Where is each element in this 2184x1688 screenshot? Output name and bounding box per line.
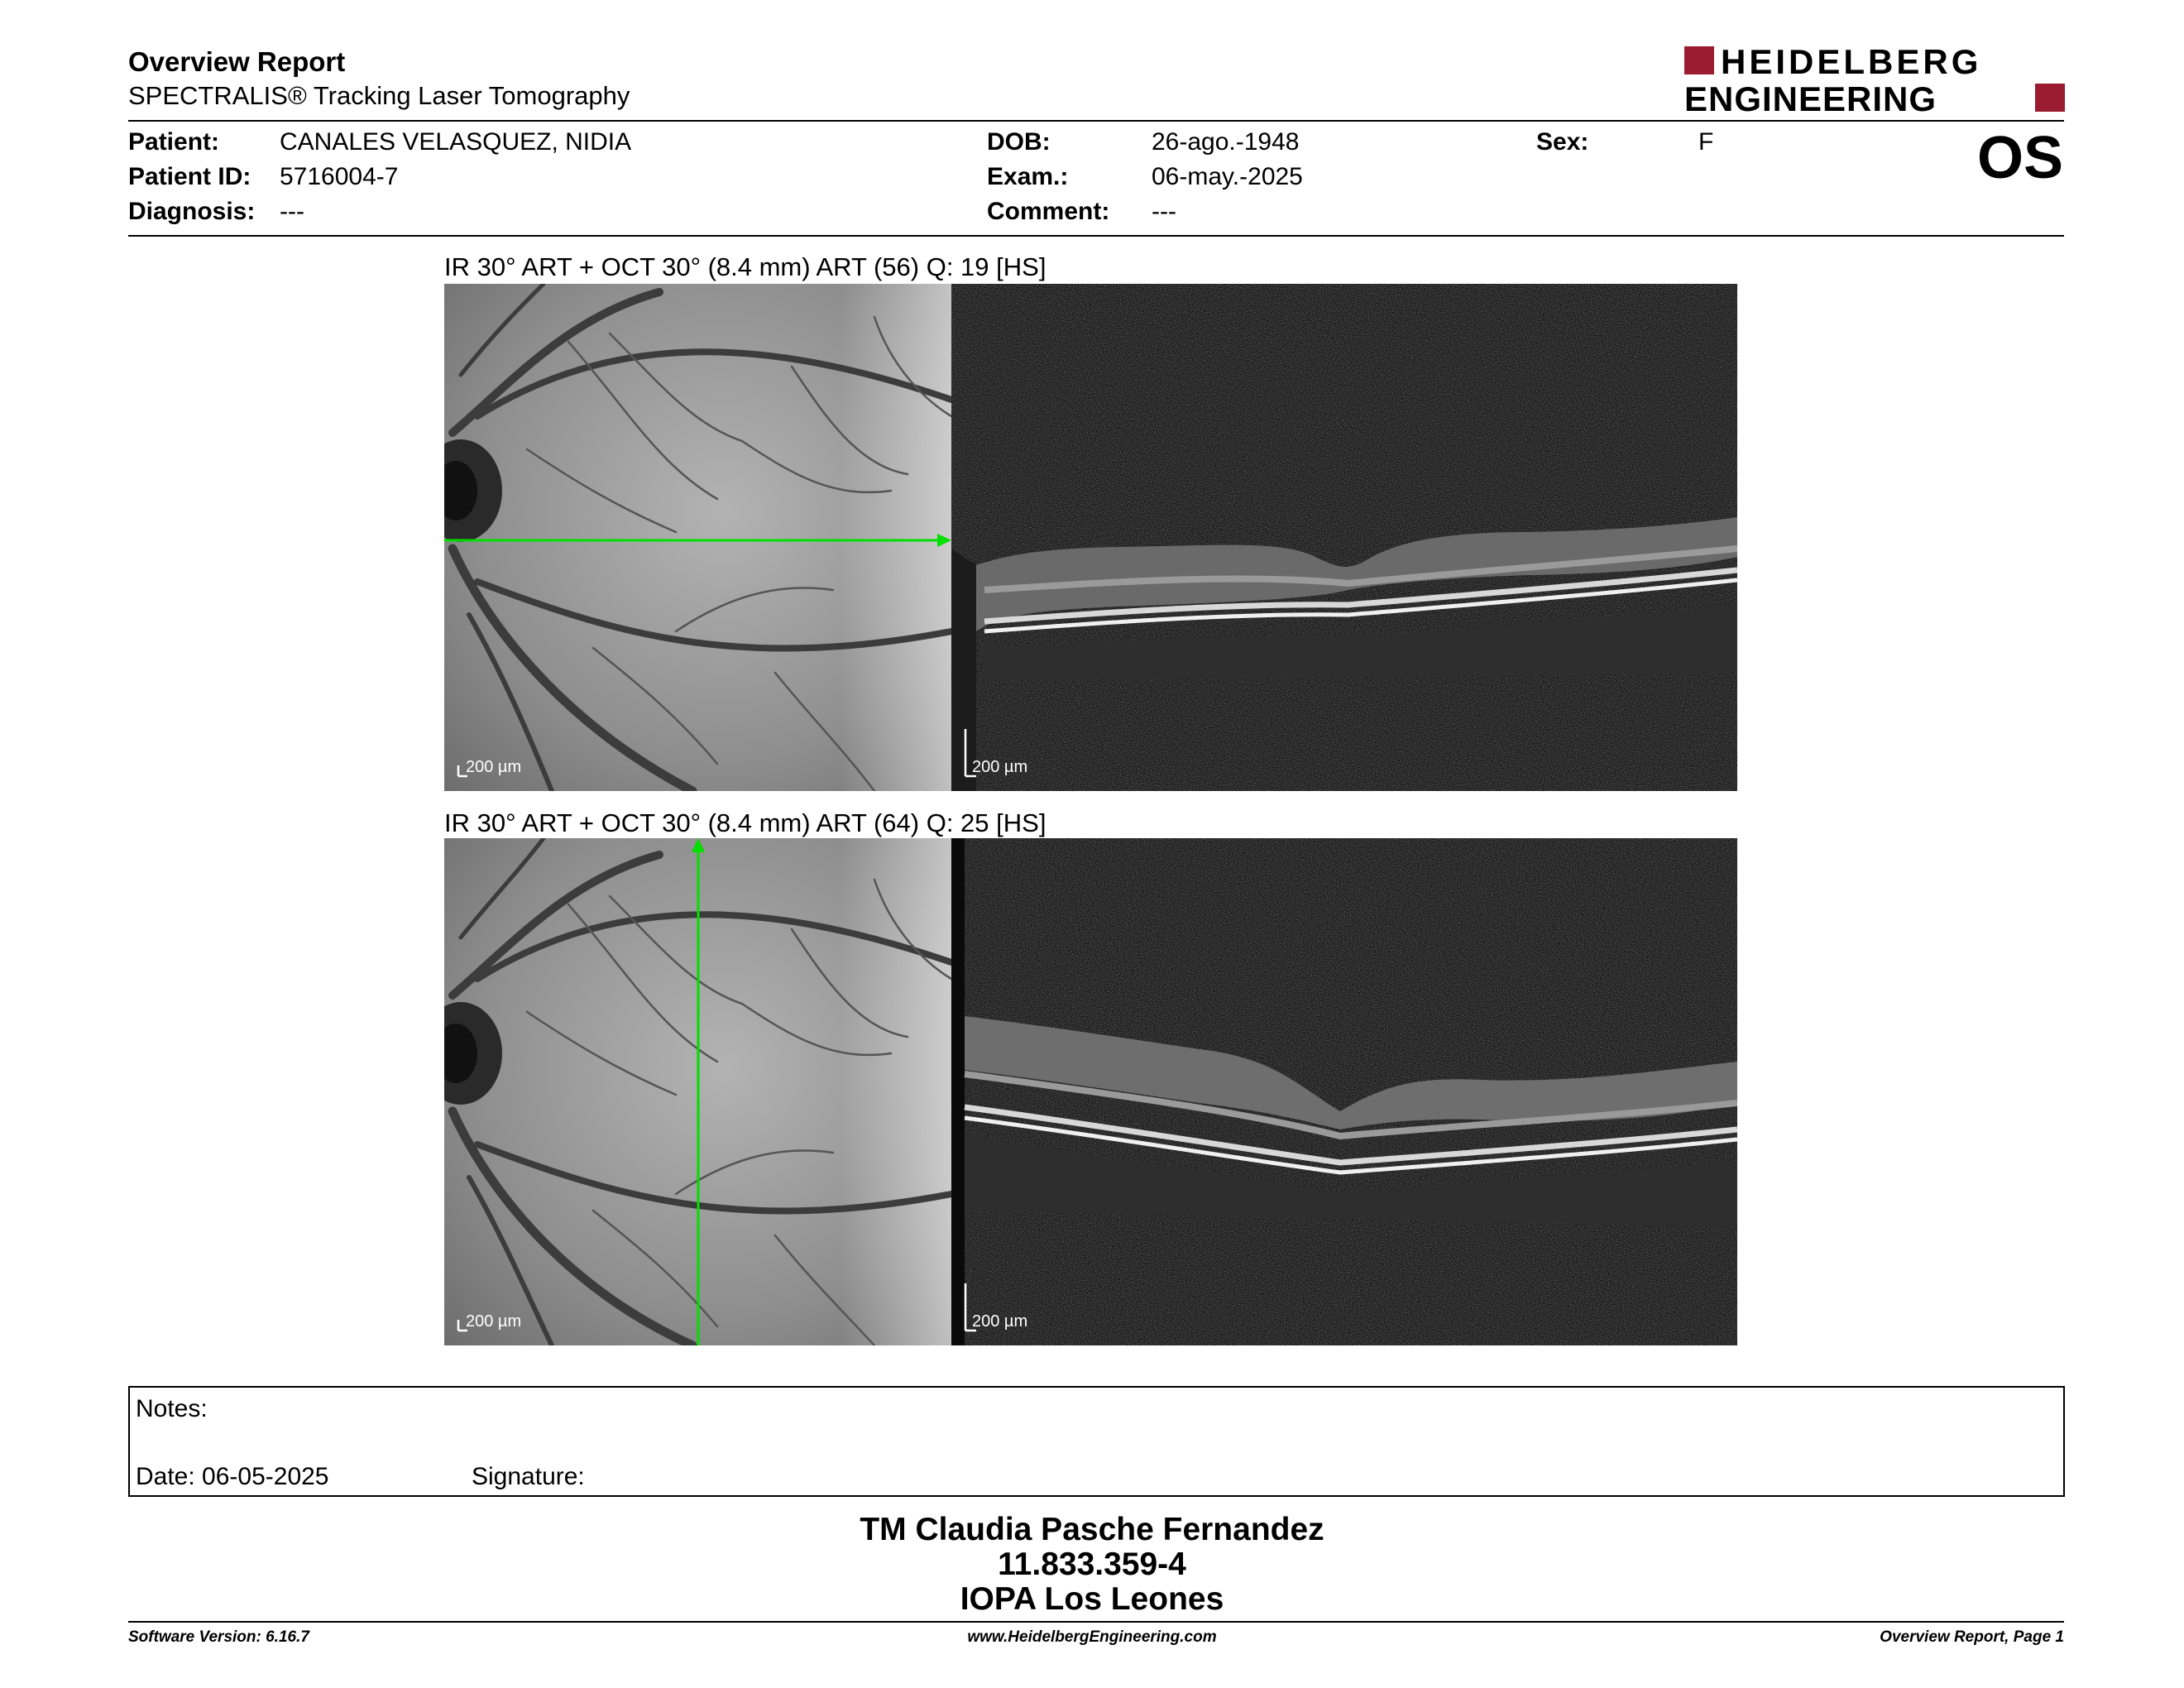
software-version: Software Version: 6.16.7 — [128, 1628, 309, 1646]
scan-2-oct-image — [951, 838, 1737, 1345]
stamp-institution: IOPA Los Leones — [960, 1581, 1224, 1617]
scan-1-title: IR 30° ART + OCT 30° (8.4 mm) ART (56) Q: 19 [HS] — [444, 252, 1046, 281]
scan-1-oct-scale: 200 µm — [972, 758, 1028, 776]
logo-line2: ENGINEERING — [1684, 79, 1937, 116]
scan-2-fundus-scale: 200 µm — [466, 1312, 522, 1331]
sex-value: F — [1698, 128, 1714, 156]
patient-name: CANALES VELASQUEZ, NIDIA — [280, 128, 632, 156]
logo-line1: HEIDELBERG — [1721, 45, 1982, 81]
header-divider — [128, 120, 2064, 122]
sex-label: Sex: — [1536, 128, 1589, 156]
footer-divider — [128, 1621, 2064, 1623]
patient-label: Patient: — [128, 128, 220, 156]
stamp-id: 11.833.359-4 — [998, 1547, 1186, 1582]
scan-1-fundus-image — [444, 284, 951, 791]
comment-value: --- — [1152, 198, 1176, 225]
exam-value: 06-may.-2025 — [1152, 163, 1303, 190]
patient-id-label: Patient ID: — [128, 163, 251, 190]
date-label: Date: 06-05-2025 — [136, 1463, 329, 1490]
report-subtitle: SPECTRALIS® Tracking Laser Tomography — [128, 81, 630, 110]
heidelberg-logo — [1684, 45, 2065, 116]
scan-2-fundus-image — [444, 838, 951, 1345]
stamp-name: TM Claudia Pasche Fernandez — [860, 1512, 1324, 1547]
scan-2-oct-scale: 200 µm — [972, 1312, 1028, 1331]
eye-label: OS — [1977, 125, 2064, 191]
report-title: Overview Report — [128, 46, 346, 77]
page-number: Overview Report, Page 1 — [1880, 1628, 2064, 1646]
notes-box — [128, 1386, 2065, 1497]
notes-label: Notes: — [136, 1395, 208, 1422]
diagnosis-label: Diagnosis: — [128, 198, 256, 225]
dob-label: DOB: — [987, 128, 1051, 156]
signature-label: Signature: — [472, 1463, 585, 1490]
patient-id: 5716004-7 — [280, 163, 399, 190]
scan-1-oct-image — [951, 284, 1737, 791]
exam-label: Exam.: — [987, 163, 1069, 190]
website-link[interactable]: www.HeidelbergEngineering.com — [967, 1628, 1217, 1646]
scan-1-fundus-scale: 200 µm — [466, 758, 522, 776]
comment-label: Comment: — [987, 198, 1110, 225]
patient-divider — [128, 235, 2064, 237]
scan-2-title: IR 30° ART + OCT 30° (8.4 mm) ART (64) Q: 25 [HS] — [444, 808, 1046, 837]
diagnosis-value: --- — [280, 198, 304, 225]
dob-value: 26-ago.-1948 — [1152, 128, 1300, 156]
